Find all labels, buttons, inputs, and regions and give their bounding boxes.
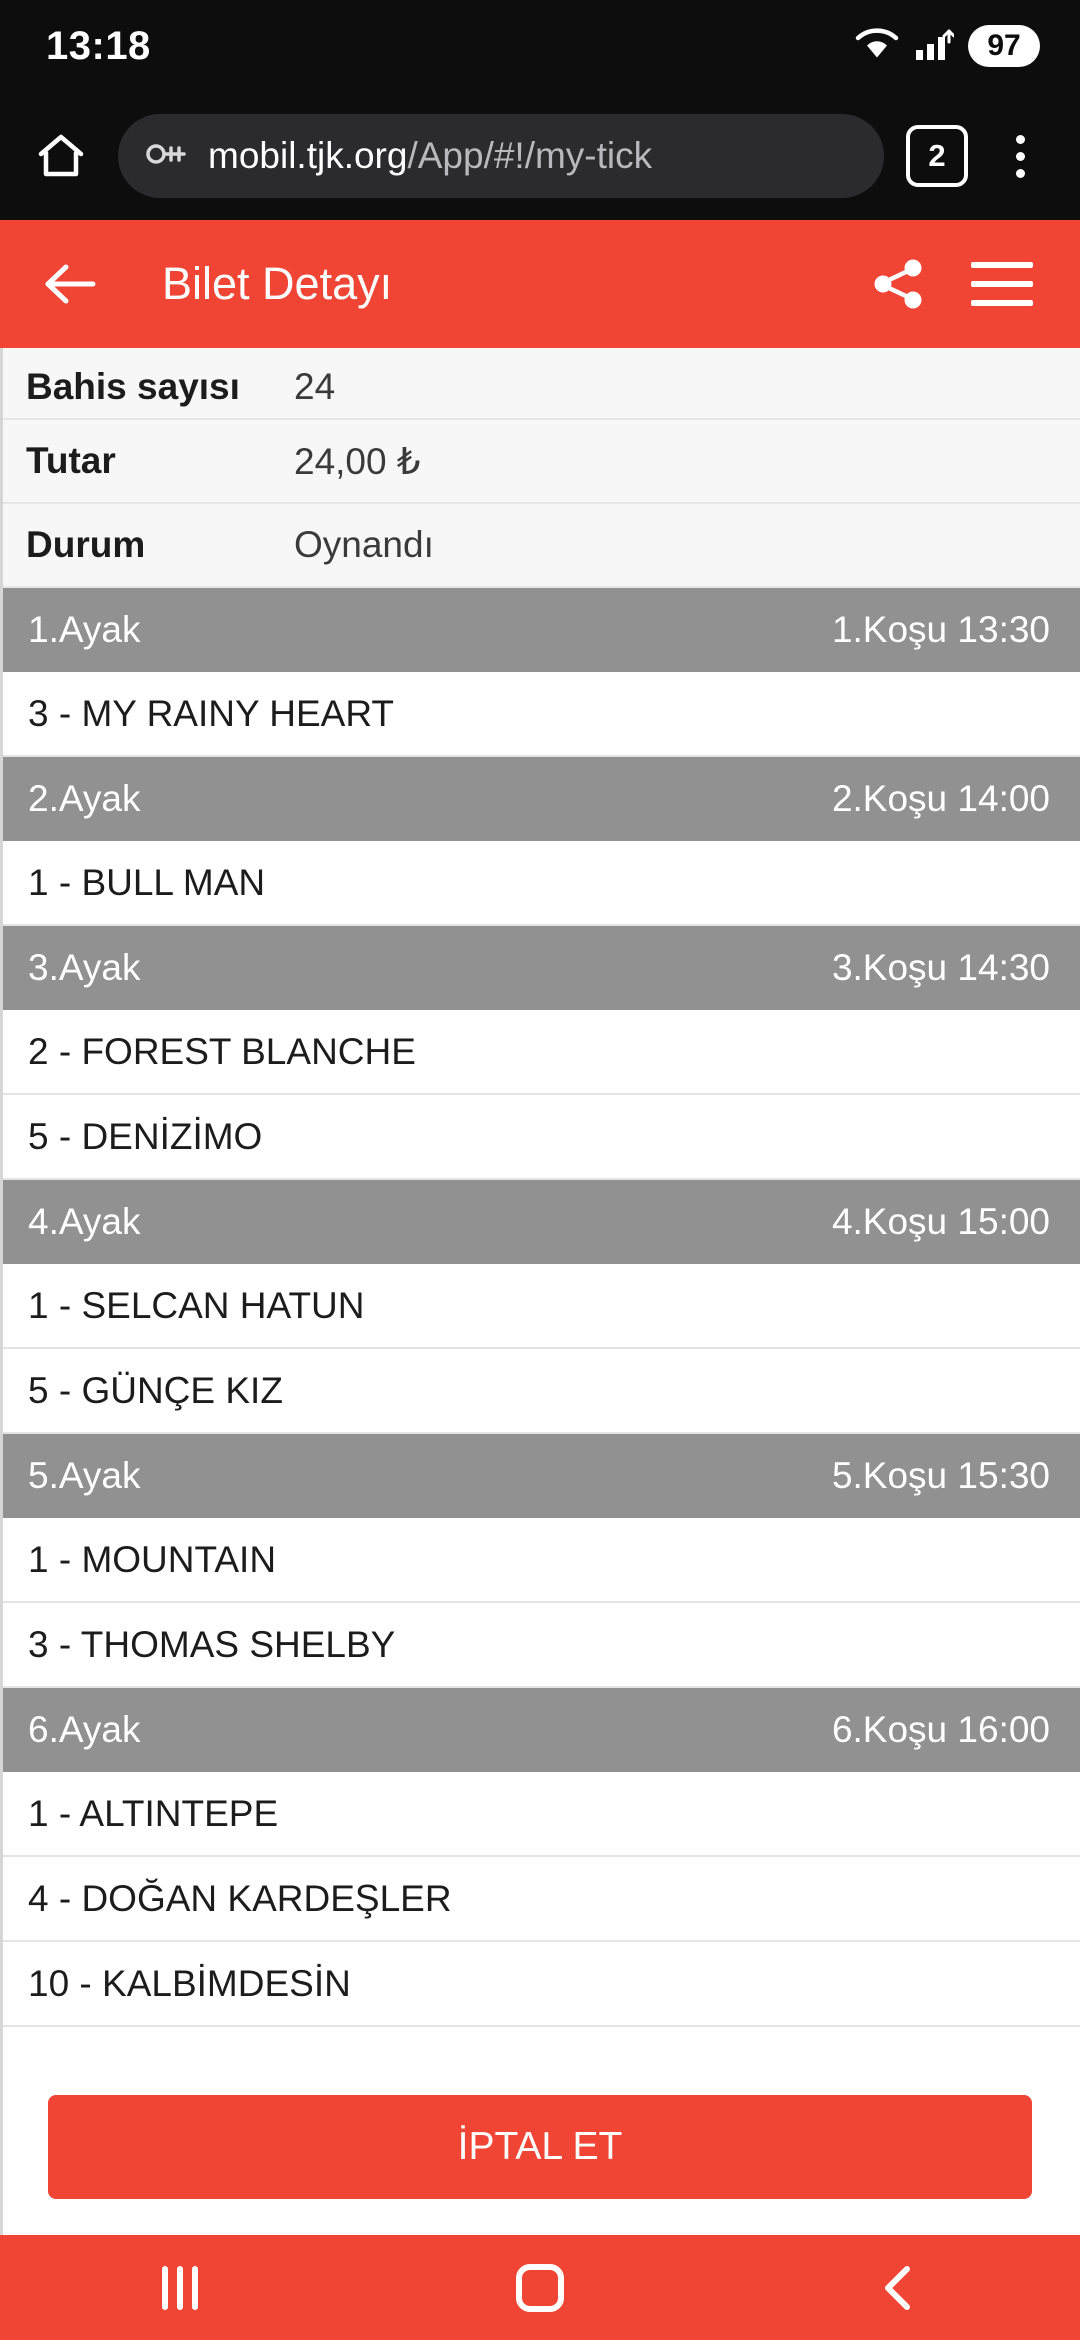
leg-label: 1.Ayak	[28, 609, 141, 650]
horse-row: 5 - DENİZİMO	[0, 1095, 1080, 1180]
recents-icon[interactable]	[100, 2235, 260, 2340]
horse-row: 4 - DOĞAN KARDEŞLER	[0, 1857, 1080, 1942]
race-label: 2.Koşu 14:00	[831, 778, 1050, 819]
page-title: Bilet Detayı	[162, 258, 393, 309]
home-icon[interactable]	[26, 121, 96, 191]
system-navigation-bar	[0, 2235, 1080, 2340]
status-bar	[0, 0, 1080, 92]
battery-indicator: 97	[968, 25, 1040, 68]
home-square-icon[interactable]	[460, 2235, 620, 2340]
info-row	[0, 348, 1080, 420]
url-host: mobil.tjk.org	[208, 135, 408, 176]
horse-row: 3 - THOMAS SHELBY	[0, 1603, 1080, 1688]
back-chevron-icon[interactable]	[820, 2235, 980, 2340]
info-row	[0, 420, 1080, 504]
info-label: Bahis sayısı	[26, 366, 240, 407]
hamburger-menu-icon[interactable]	[964, 246, 1040, 322]
url-text	[208, 135, 652, 177]
scroll-edge	[0, 348, 3, 2235]
leg-header	[0, 926, 1080, 1010]
info-label: Tutar	[26, 440, 116, 481]
overflow-menu-icon[interactable]	[990, 121, 1050, 191]
info-row	[0, 504, 1080, 588]
wifi-icon	[854, 26, 900, 67]
info-label: Durum	[26, 524, 146, 565]
horse-row: 1 - MOUNTAIN	[0, 1518, 1080, 1603]
share-icon[interactable]	[860, 246, 936, 322]
info-value: Oynandı	[294, 524, 434, 565]
app-header	[0, 220, 1080, 348]
race-label: 4.Koşu 15:00	[831, 1201, 1050, 1242]
leg-label: 2.Ayak	[28, 778, 141, 819]
info-value: 24,00 ₺	[294, 440, 421, 482]
cancel-button-container	[0, 2095, 1080, 2199]
leg-label: 6.Ayak	[28, 1709, 141, 1750]
horse-row: 1 - ALTINTEPE	[0, 1772, 1080, 1857]
horse-row: 5 - GÜNÇE KIZ	[0, 1349, 1080, 1434]
horse-row: 1 - SELCAN HATUN	[0, 1264, 1080, 1349]
site-info-icon[interactable]	[144, 137, 188, 176]
race-label: 3.Koşu 14:30	[831, 947, 1050, 988]
ticket-detail-content[interactable]	[0, 348, 1080, 2235]
leg-header	[0, 1180, 1080, 1264]
leg-header	[0, 588, 1080, 672]
horse-row: 2 - FOREST BLANCHE	[0, 1010, 1080, 1095]
leg-header	[0, 1434, 1080, 1518]
race-label: 6.Koşu 16:00	[831, 1709, 1050, 1750]
leg-label: 3.Ayak	[28, 947, 141, 988]
horse-row: 1 - BULL MAN	[0, 841, 1080, 926]
horse-row: 3 - MY RAINY HEART	[0, 672, 1080, 757]
horse-row: 10 - KALBİMDESİN	[0, 1942, 1080, 2027]
info-value: 24	[294, 366, 336, 407]
status-icons	[854, 25, 1040, 68]
url-path: /App/#!/my-tick	[407, 135, 653, 176]
tab-counter-button[interactable]: 2	[906, 125, 968, 187]
leg-label: 4.Ayak	[28, 1201, 141, 1242]
leg-label: 5.Ayak	[28, 1455, 141, 1496]
cancel-ticket-button[interactable]: İPTAL ET	[48, 2095, 1032, 2199]
content-spacer	[0, 2027, 1080, 2083]
race-label: 1.Koşu 13:30	[831, 609, 1050, 650]
browser-toolbar	[0, 92, 1080, 220]
status-time: 13:18	[46, 23, 151, 68]
leg-header	[0, 757, 1080, 841]
url-bar[interactable]	[118, 114, 884, 198]
arrow-left-icon[interactable]	[34, 248, 106, 320]
cellular-signal-icon	[914, 26, 954, 67]
leg-header	[0, 1688, 1080, 1772]
race-label: 5.Koşu 15:30	[831, 1455, 1050, 1496]
